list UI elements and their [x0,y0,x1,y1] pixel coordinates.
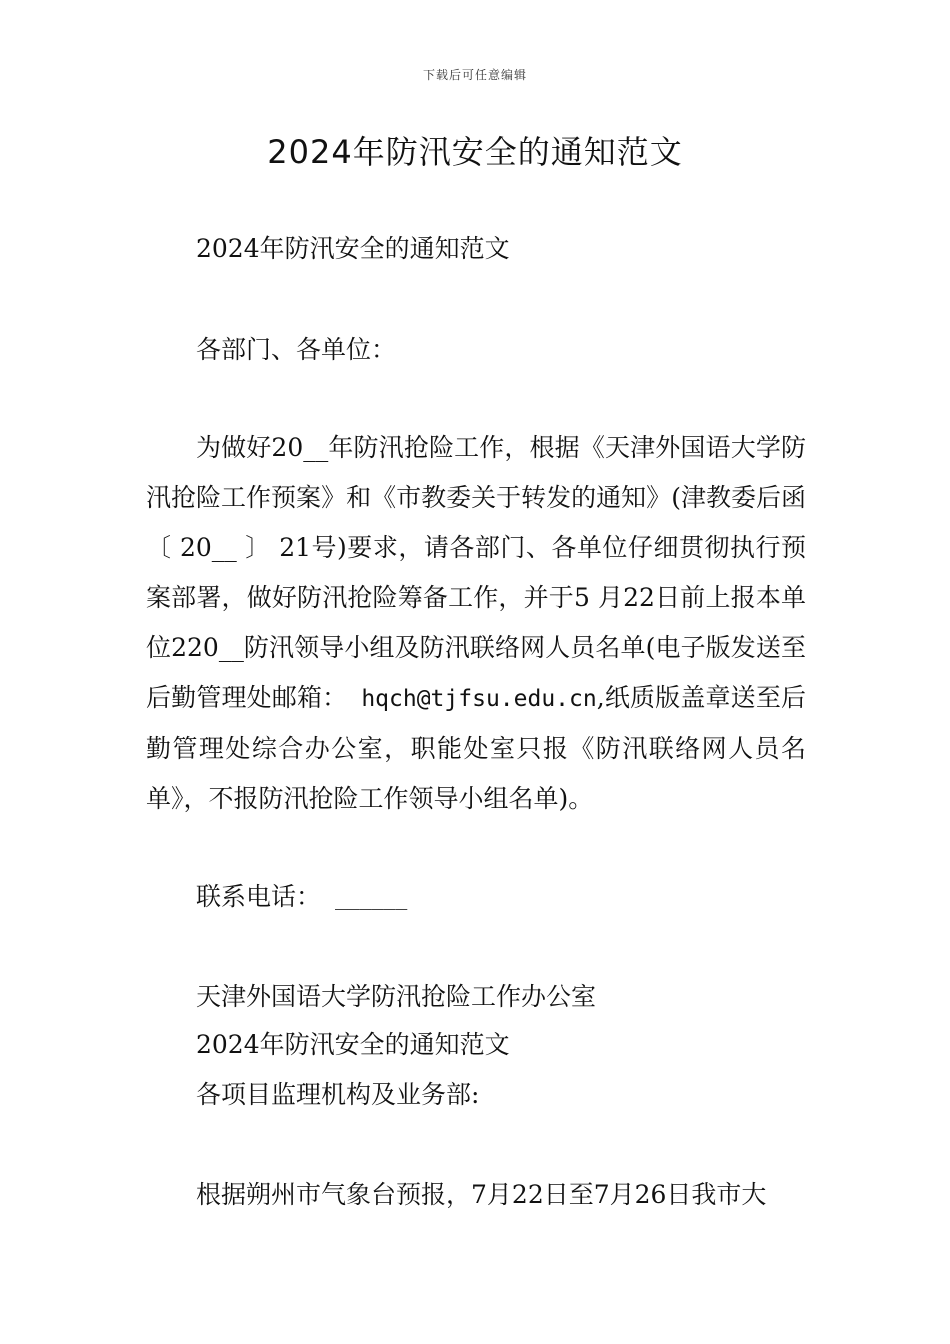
salutation: 各部门、各单位： [196,335,397,364]
second-body-start: 根据朔州市气象台预报，7月22日至7月26日我市大 [196,1180,767,1209]
contact-line [196,882,407,913]
body-paragraph [146,423,806,824]
body-text-part2: ,纸质版盖章送至后勤管理处综合办公室，职能处室只报《防汛联络网人员名单》，不报防汛抢险工作领导小组名单)。 [146,683,806,813]
second-title: 2024年防汛安全的通知范文 [196,1030,510,1059]
header-note: 下载后可任意编辑 [422,68,527,82]
office-signature: 天津外国语大学防汛抢险工作办公室 [196,982,597,1011]
contact-blank: ______ [335,886,408,910]
document-title: 2024年防汛安全的通知范文 [267,133,683,171]
body-text-part1: 为做好20__年防汛抢险工作，根据《天津外国语大学防汛抢险工作预案》和《市教委关于转发的通知》(津教委后函〔 20__ 〕 21号)要求，请各部门、各单位仔细贯彻执行预案部署，做好防汛抢险筹备工作，并于5 月22日前上报本单位220__防汛领导小组及防汛联络网人员名单(电子版发送至后勤管理处邮箱： [146,433,806,712]
second-salutation: 各项目监理机构及业务部: [196,1080,480,1109]
email-address: hqch@tjfsu.edu.cn [347,686,597,712]
subtitle-line: 2024年防汛安全的通知范文 [196,234,510,263]
contact-label: 联系电话： [196,882,322,911]
